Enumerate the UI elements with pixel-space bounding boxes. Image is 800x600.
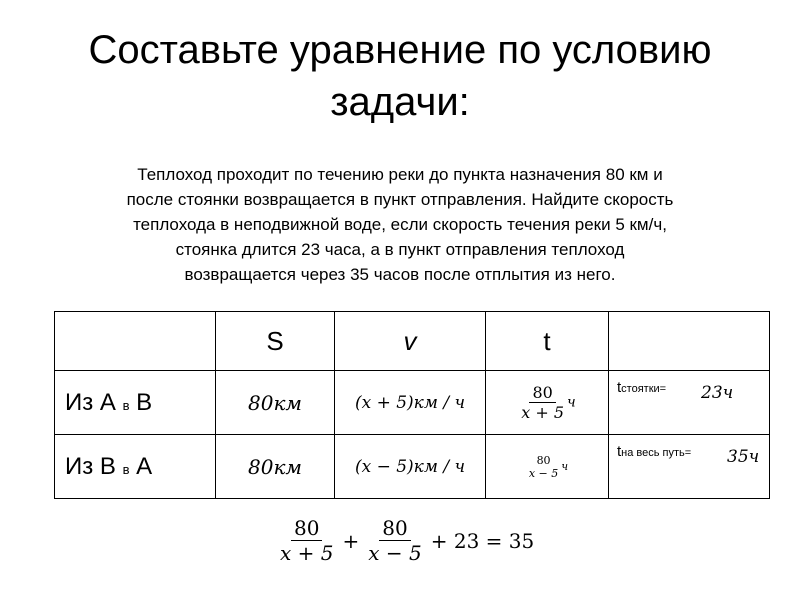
table-header-row <box>55 312 770 371</box>
solution-table <box>54 311 770 499</box>
fraction-denominator: x + 5 <box>280 541 334 565</box>
title-line-2: задачи: <box>330 80 470 124</box>
problem-line: после стоянки возвращается в пункт отправления. Найдите скорость <box>126 190 674 209</box>
extra-label <box>617 379 666 396</box>
time-cell <box>486 371 609 435</box>
fraction-numerator: 80 <box>379 516 410 541</box>
row-label-from: Из В <box>65 452 123 480</box>
extra-label-sub: стоятки= <box>621 383 667 395</box>
table-row <box>55 435 770 499</box>
time-unit: ч <box>561 460 569 474</box>
extra-cell <box>609 371 770 435</box>
problem-line: теплохода в неподвижной воде, если скорость течения реки 5 км/ч, <box>133 215 667 234</box>
equation-fraction-2 <box>365 516 424 565</box>
extra-value: 23ч <box>701 383 734 403</box>
extra-label <box>617 443 691 460</box>
problem-line: Теплоход проходит по течению реки до пункта назначения 80 км и <box>137 165 663 184</box>
fraction-numerator: 80 <box>536 453 551 467</box>
page-title <box>0 24 800 128</box>
header-t: t <box>486 312 609 371</box>
fraction-numerator: 80 <box>291 516 322 541</box>
extra-label-t: t <box>617 443 622 460</box>
header-empty <box>55 312 216 371</box>
row-label-preposition: в <box>122 397 130 413</box>
row-label-to: В <box>129 388 153 416</box>
distance-cell: 80км <box>216 435 335 499</box>
problem-statement <box>60 162 740 287</box>
header-extra <box>609 312 770 371</box>
fraction-denominator: x + 5 <box>521 403 565 422</box>
header-v: v <box>335 312 486 371</box>
plus-sign: + <box>342 528 360 553</box>
title-line-1: Составьте уравнение по условию <box>88 28 712 72</box>
time-fraction <box>518 383 567 422</box>
time-unit: ч <box>567 394 576 411</box>
final-equation <box>277 516 540 565</box>
fraction-denominator: x − 5 <box>368 541 422 565</box>
extra-value: 35ч <box>727 447 760 467</box>
problem-line: стоянка длится 23 часа, а в пункт отправления теплоход <box>175 240 625 259</box>
speed-cell: (x + 5)км / ч <box>335 371 486 435</box>
row-label-from: Из А <box>65 388 123 416</box>
row-label <box>55 435 216 499</box>
fraction-denominator: x − 5 <box>528 466 559 480</box>
time-cell <box>486 435 609 499</box>
time-fraction <box>526 454 561 480</box>
row-label-to: А <box>129 452 153 480</box>
extra-label-t: t <box>617 379 622 396</box>
fraction-numerator: 80 <box>529 383 555 403</box>
row-label-preposition: в <box>122 461 130 477</box>
speed-cell: (x − 5)км / ч <box>335 435 486 499</box>
distance-cell: 80км <box>216 371 335 435</box>
header-s: S <box>216 312 335 371</box>
row-label <box>55 371 216 435</box>
table-row <box>55 371 770 435</box>
equation-rest: + 23 = 35 <box>430 528 535 553</box>
problem-line: возвращается через 35 часов после отплытия из него. <box>184 265 616 284</box>
equation-fraction-1 <box>277 516 336 565</box>
extra-label-sub: на весь путь= <box>621 447 692 459</box>
extra-cell <box>609 435 770 499</box>
